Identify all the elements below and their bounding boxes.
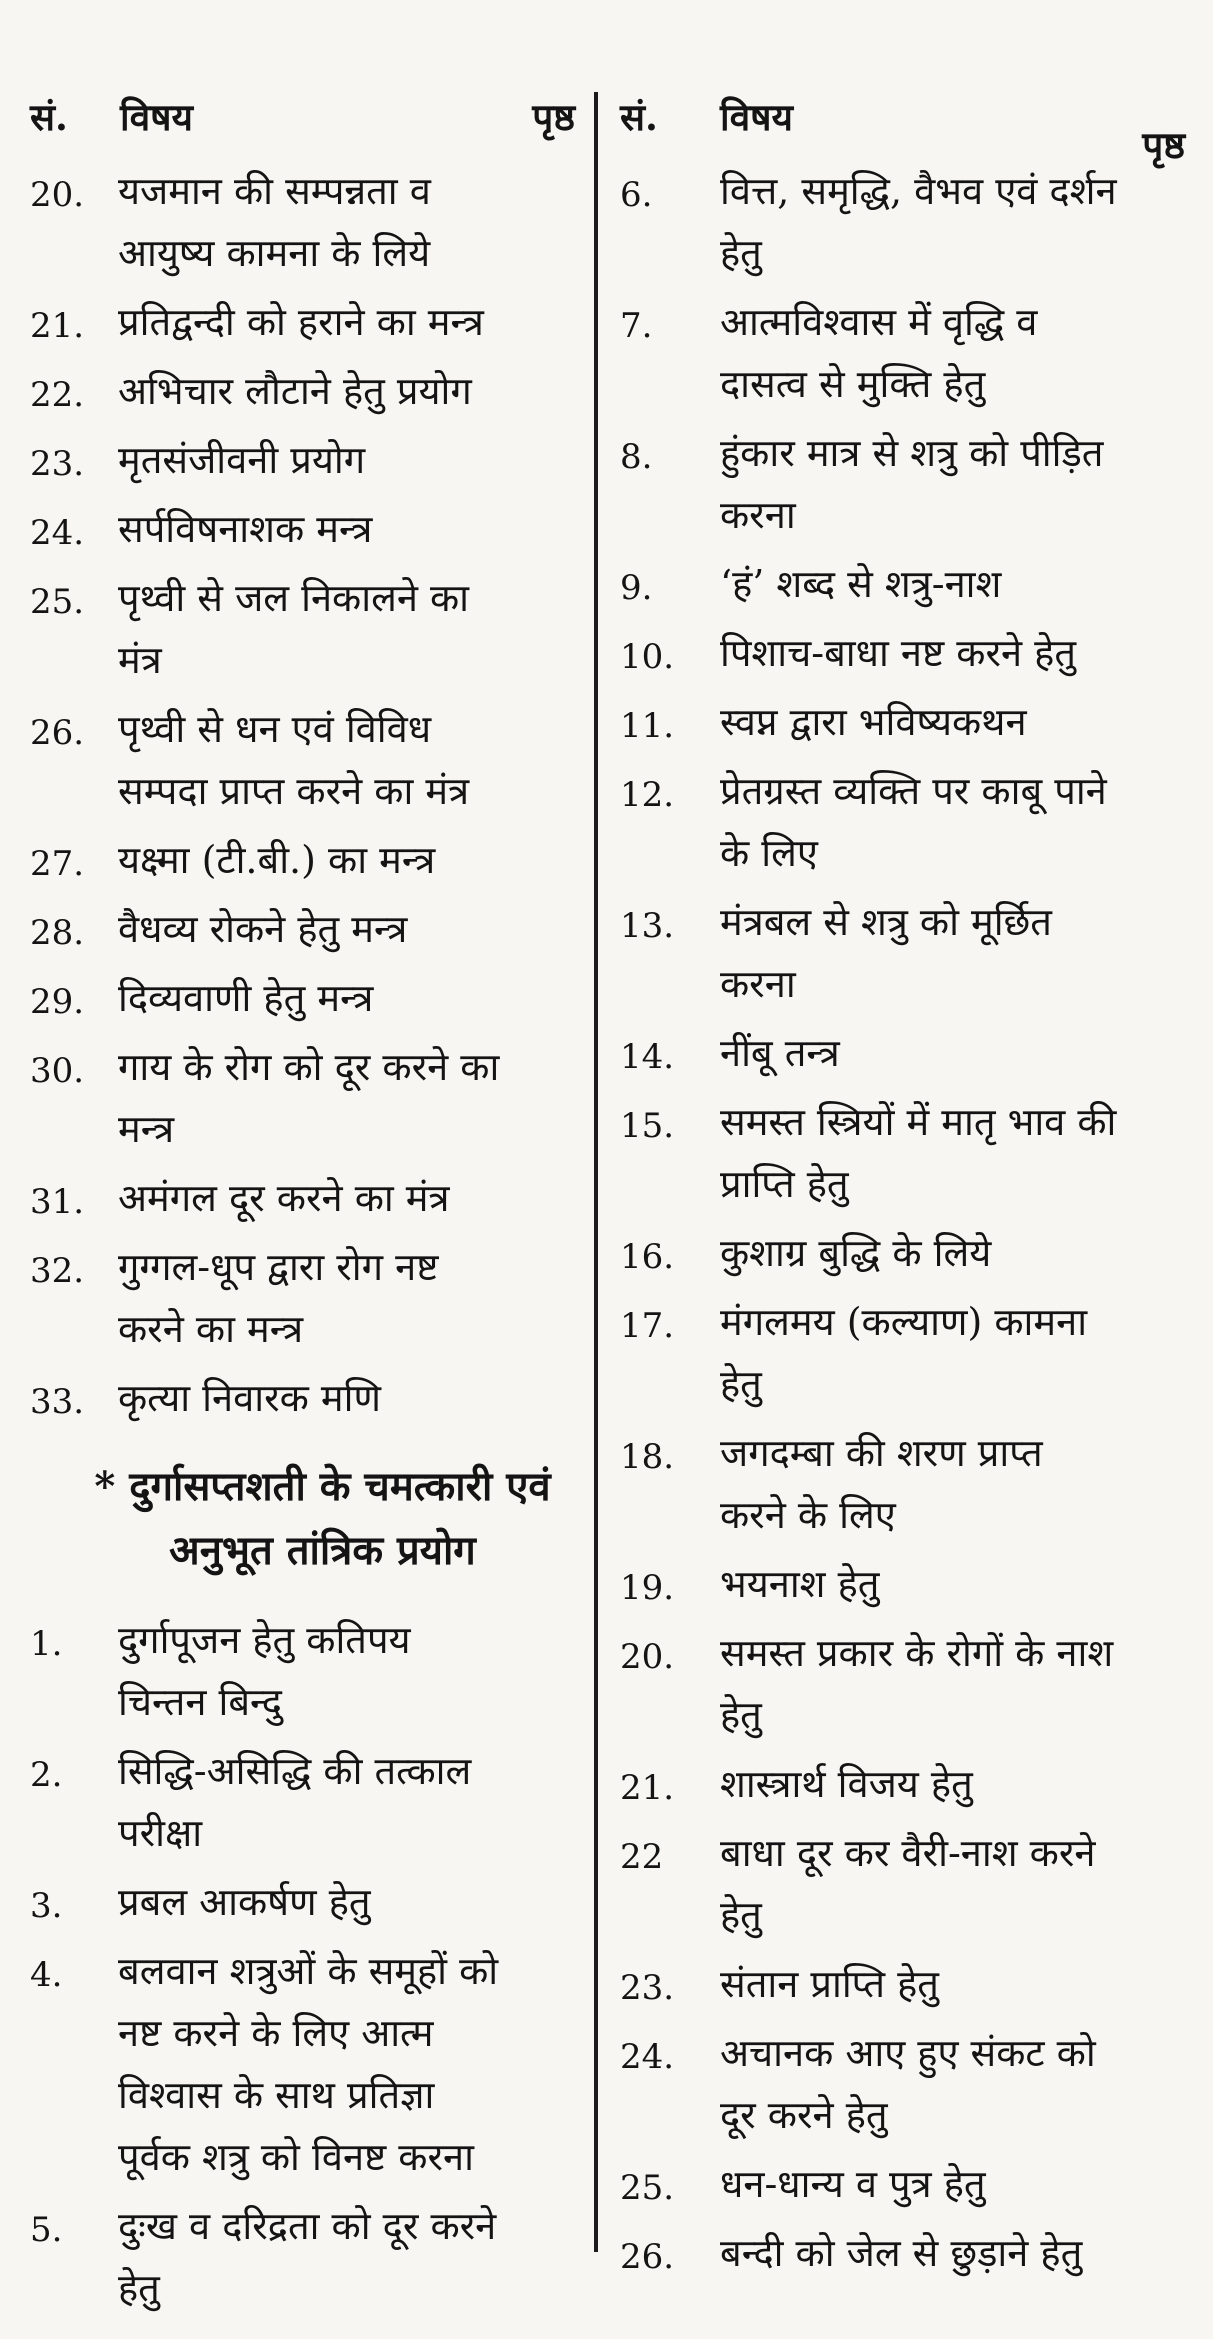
entry-number: 19. <box>620 1568 675 1608</box>
entry-number: 9. <box>620 568 653 608</box>
entry-title: बाधा दूर कर वैरी-नाश करने हेतु <box>720 1831 1096 1937</box>
entry-title: वित्त, समृद्धि, वैभव एवं दर्शन हेतु <box>720 169 1117 275</box>
header-page: पृष्ठ <box>1142 123 1185 167</box>
entry-title: समस्त प्रकार के रोगों के नाश हेतु <box>720 1631 1114 1737</box>
entry-number: 13. <box>620 906 675 946</box>
entry-number: 20. <box>30 175 85 215</box>
entry-number: 17. <box>620 1306 675 1346</box>
entry-number: 27. <box>30 844 85 884</box>
entry-title: भयनाश हेतु <box>720 1562 880 1606</box>
entry-title: यक्ष्मा (टी.बी.) का मन्त्र <box>118 838 436 882</box>
entry-title: कुशाग्र बुद्धि के लिये <box>720 1231 992 1275</box>
entry-title: दिव्यवाणी हेतु मन्त्र <box>118 976 374 1020</box>
entry-title: मंत्रबल से शत्रु को मूर्छित करना <box>720 900 1052 1006</box>
entry-number: 11. <box>620 706 675 746</box>
entry-title: अचानक आए हुए संकट को दूर करने हेतु <box>720 2031 1096 2137</box>
entry-title: पिशाच-बाधा नष्ट करने हेतु <box>720 631 1077 675</box>
contents-column-right <box>620 78 1185 2291</box>
entry-number: 10. <box>620 637 675 677</box>
entry-number: 12. <box>620 775 675 815</box>
entry-title: स्वप्न द्वारा भविष्यकथन <box>720 700 1027 744</box>
entry-title: वैधव्य रोकने हेतु मन्त्र <box>118 907 408 951</box>
entry-number: 14. <box>620 1037 675 1077</box>
header-subject: विषय <box>720 95 794 139</box>
entry-number: 24. <box>30 513 85 553</box>
entry-number: 30. <box>30 1051 85 1091</box>
entry-title: गाय के रोग को दूर करने का मन्त्र <box>118 1045 500 1151</box>
entry-title: पृथ्वी से धन एवं विविध सम्पदा प्राप्त करने का मंत्र <box>118 707 470 813</box>
entry-title: समस्त स्त्रियों में मातृ भाव की प्राप्ति हेतु <box>720 1100 1117 1206</box>
entry-title: कृत्या निवारक मणि <box>118 1376 381 1420</box>
entry-title: प्रतिद्वन्दी को हराने का मन्त्र <box>118 300 484 344</box>
entry-number: 1. <box>30 1624 63 1664</box>
entry-number: 6. <box>620 175 653 215</box>
entry-title: दुर्गापूजन हेतु कतिपय चिन्तन बिन्दु <box>118 1618 411 1724</box>
entry-title: पृथ्वी से जल निकालने का मंत्र <box>118 576 470 682</box>
entry-number: 20. <box>620 1637 675 1677</box>
entry-title: जगदम्बा की शरण प्राप्त करने के लिए <box>720 1431 1043 1537</box>
entry-number: 21. <box>620 1768 675 1808</box>
entry-number: 5. <box>30 2210 63 2250</box>
entry-number: 25. <box>620 2168 675 2208</box>
entry-number: 8. <box>620 437 653 477</box>
entry-title: धन-धान्य व पुत्र हेतु <box>720 2162 986 2206</box>
header-number: सं. <box>30 95 68 139</box>
entry-number: 3. <box>30 1886 63 1926</box>
entry-number: 24. <box>620 2037 675 2077</box>
section-heading: * दुर्गासप्तशती के चमत्कारी एवं अनुभूत तांत्रिक प्रयोग <box>94 1463 551 1574</box>
entry-title: ‘हं’ शब्द से शत्रु-नाश <box>720 562 1002 606</box>
entry-number: 28. <box>30 913 85 953</box>
entry-title: प्रेतग्रस्त व्यक्ति पर काबू पाने के लिए <box>720 769 1107 875</box>
contents-list-right <box>620 160 1185 2284</box>
entry-title: आत्मविश्वास में वृद्धि व दासत्व से मुक्ति हेतु <box>720 300 1038 406</box>
entry-number: 4. <box>30 1955 63 1995</box>
entry-number: 32. <box>30 1251 85 1291</box>
entry-title: शास्त्रार्थ विजय हेतु <box>720 1762 973 1806</box>
entry-title: बन्दी को जेल से छुड़ाने हेतु <box>720 2231 1083 2275</box>
entry-title: मंगलमय (कल्याण) कामना हेतु <box>720 1300 1088 1406</box>
entry-number: 26. <box>30 713 85 753</box>
contents-entry <box>620 2222 1185 2284</box>
entry-number: 29. <box>30 982 85 1022</box>
entry-number: 26. <box>620 2237 675 2277</box>
header-subject: विषय <box>120 95 194 139</box>
entry-title: सर्पविषनाशक मन्त्र <box>118 507 373 551</box>
entry-number: 15. <box>620 1106 675 1146</box>
entry-title: हुंकार मात्र से शत्रु को पीड़ित करना <box>720 431 1104 537</box>
entry-title: नींबू तन्त्र <box>720 1031 840 1075</box>
entry-number: 22. <box>30 375 85 415</box>
entry-title: अभिचार लौटाने हेतु प्रयोग <box>118 369 472 413</box>
entry-number: 31. <box>30 1182 85 1222</box>
entry-title: यजमान की सम्पन्नता व आयुष्य कामना के लिये <box>118 169 431 275</box>
entry-title: अमंगल दूर करने का मंत्र <box>118 1176 450 1220</box>
entry-number: 2. <box>30 1755 63 1795</box>
header-page: पृष्ठ <box>532 95 575 139</box>
entry-number: 7. <box>620 306 653 346</box>
entry-number: 33. <box>30 1382 85 1422</box>
entry-number: 21. <box>30 306 85 346</box>
entry-number: 23. <box>30 444 85 484</box>
entry-number: 22 <box>620 1837 664 1877</box>
entry-title: सिद्धि-असिद्धि की तत्काल परीक्षा <box>118 1749 472 1855</box>
entry-number: 23. <box>620 1968 675 2008</box>
entry-title: मृतसंजीवनी प्रयोग <box>118 438 366 482</box>
entry-title: दुःख व दरिद्रता को दूर करने हेतु <box>118 2204 497 2310</box>
entry-number: 18. <box>620 1437 675 1477</box>
entry-title: प्रबल आकर्षण हेतु <box>118 1880 371 1924</box>
entry-title: गुग्गल-धूप द्वारा रोग नष्ट करने का मन्त्र <box>118 1245 439 1351</box>
entry-title: संतान प्राप्ति हेतु <box>720 1962 939 2006</box>
entry-number: 25. <box>30 582 85 622</box>
entry-number: 16. <box>620 1237 675 1277</box>
header-number: सं. <box>620 95 658 139</box>
entry-title: बलवान शत्रुओं के समूहों को नष्ट करने के लिए आत्म विश्वास के साथ प्रतिज्ञा पूर्वक शत्रु को विनष्ट करना <box>118 1949 499 2179</box>
